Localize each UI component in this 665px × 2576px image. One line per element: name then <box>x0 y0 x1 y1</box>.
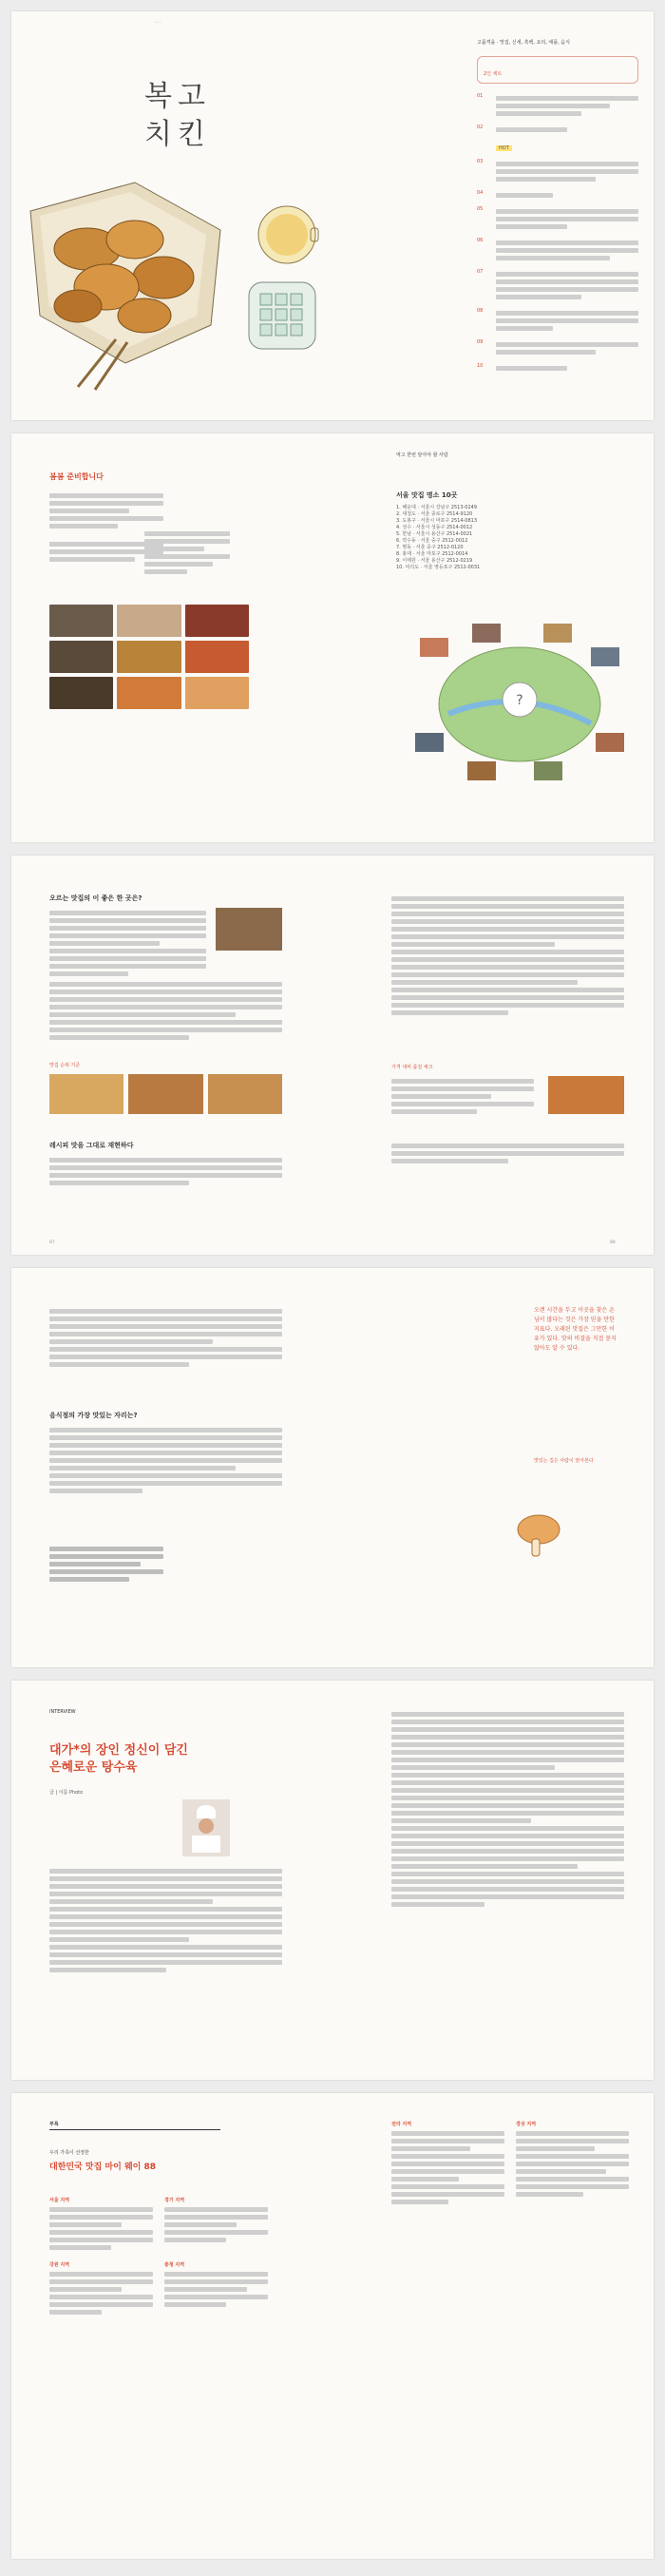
food-photo <box>185 641 249 673</box>
seoul-map-illustration <box>410 619 629 790</box>
section-heading: 오르는 맛집의 이 좋은 한 곳은? <box>49 894 142 902</box>
directory-section: 서울 지역 <box>49 2198 153 2253</box>
chicken-leg-icon <box>505 1506 572 1563</box>
list-item: 08 <box>477 308 638 334</box>
page-spread-2 <box>11 433 654 842</box>
right-red-label: 가격 대비 품질 체크 <box>391 1065 433 1070</box>
list-item: 10 <box>477 363 638 374</box>
page-marker: ◦◦◦ <box>154 21 162 26</box>
info-box <box>477 56 638 84</box>
list-item: 07 <box>477 269 638 302</box>
food-photo <box>49 641 113 673</box>
list-item: 03 <box>477 159 638 184</box>
right-top-label: 먹고 한번 알아야 할 사람 <box>396 452 448 458</box>
list-item: 10. 여의도 · 서울 영등포구 2512-0031 <box>396 565 481 570</box>
food-photo <box>117 605 180 637</box>
interview-title <box>49 1742 188 1777</box>
page-number-right: 88 <box>610 1240 616 1245</box>
directory-section: 충청 지역 <box>164 2262 268 2317</box>
title-line-2: 치킨 <box>144 118 211 151</box>
food-photo <box>185 677 249 709</box>
directory-section: 전라 지역 <box>391 2122 504 2207</box>
directory-section: 경상 지역 <box>516 2122 629 2207</box>
title-line-2: 은혜로운 탕수육 <box>49 1760 138 1775</box>
section-heading: 음식점의 가장 맛있는 자리는? <box>49 1412 138 1419</box>
section-heading: 봄봄 준비합니다 <box>49 472 104 481</box>
store-list <box>396 505 615 571</box>
list-item: 02 HOT <box>477 125 638 153</box>
box-label: 2인 세트 <box>484 71 503 77</box>
subheading: 레시피 맛을 그대로 재현하다 <box>49 1142 134 1149</box>
directory-right <box>391 2122 629 2207</box>
left-label: 부록 <box>49 2122 59 2127</box>
food-photo <box>49 677 113 709</box>
food-photo <box>208 1074 282 1114</box>
burger-photo <box>548 1076 624 1114</box>
list-item: 8. 홍대 · 서울 마포구 2512-0014 <box>396 551 468 557</box>
red-label: 맛집 순위 기준 <box>49 1063 81 1068</box>
food-photo <box>117 641 180 673</box>
hot-badge: HOT <box>496 145 512 151</box>
page-number-left: 87 <box>49 1240 55 1245</box>
svg-text:?: ? <box>516 693 523 708</box>
list-item: 9. 이태원 · 서울 용산구 2512-0219 <box>396 558 473 564</box>
page-spread-1 <box>11 11 654 420</box>
list-item: 05 <box>477 206 638 232</box>
top-label: 고품격을 · 맛집, 신세, 흑백, 요리, 애플, 음식 <box>477 40 570 46</box>
menu-list <box>477 93 638 374</box>
fried-chicken-illustration <box>21 173 258 392</box>
list-item: 2. 대청도 · 서울 종로구 2514-9120 <box>396 511 473 517</box>
food-photo <box>185 605 249 637</box>
food-photo <box>49 1074 124 1114</box>
directory-left <box>49 2198 268 2317</box>
right-red-small: 맛있는 집은 사람이 알아본다 <box>534 1458 594 1464</box>
food-photo <box>117 677 180 709</box>
page-spread-6 <box>11 2093 654 2559</box>
byline: 글 | 이름 Photo <box>49 1790 84 1796</box>
title-line-1: 복고 <box>144 80 211 113</box>
directory-section: 강원 지역 <box>49 2262 153 2317</box>
burger-photos <box>49 1074 282 1114</box>
list-item: 01 <box>477 93 638 119</box>
left-title: 대한민국 맛집 마이 웨이 88 <box>49 2163 156 2172</box>
list-item: 06 <box>477 238 638 263</box>
title-line-1: 대가*의 장인 정신이 담긴 <box>49 1743 188 1758</box>
page-spread-5 <box>11 1681 654 2080</box>
radish-bowl-illustration <box>239 273 325 358</box>
right-red-text: 오랜 시간을 두고 이곳을 찾은 손님이 많다는 것은 가장 믿을 만한 지표다. 오래된 맛집은 그만한 이유가 있다. 맛의 비결을 직접 묻지 않아도 알 수 있다. <box>534 1307 617 1352</box>
beer-mug-illustration <box>254 202 320 268</box>
list-item: 7. 명동 · 서울 중구 2512-0120 <box>396 545 464 550</box>
right-heading: 서울 맛집 명소 10곳 <box>396 491 458 499</box>
list-item: 04 <box>477 190 638 201</box>
food-photo <box>128 1074 202 1114</box>
list-item: 3. 도봉구 · 서울시 마포구 2514-0813 <box>396 518 478 524</box>
list-item: 09 <box>477 339 638 357</box>
directory-section: 경기 지역 <box>164 2198 268 2253</box>
food-photo <box>49 605 113 637</box>
chef-photo <box>182 1799 230 1856</box>
page-spread-4 <box>11 1268 654 1667</box>
left-sub: 우리 가족이 선정한 <box>49 2150 89 2156</box>
top-label: INTERVIEW <box>49 1709 76 1715</box>
restaurant-photo <box>216 908 282 951</box>
page-spread-3 <box>11 855 654 1255</box>
photo-grid <box>49 605 249 709</box>
list-item: 5. 한남 · 서울시 용산구 2514-0021 <box>396 531 473 537</box>
list-item: 6. 약수동 · 서울 중구 2512-0012 <box>396 538 468 544</box>
list-item: 1. 해운대 · 서울시 강남구 2513-0249 <box>396 505 478 510</box>
page-title <box>144 78 211 154</box>
list-item: 4. 성수 · 서울시 성동구 2514-0012 <box>396 525 473 530</box>
